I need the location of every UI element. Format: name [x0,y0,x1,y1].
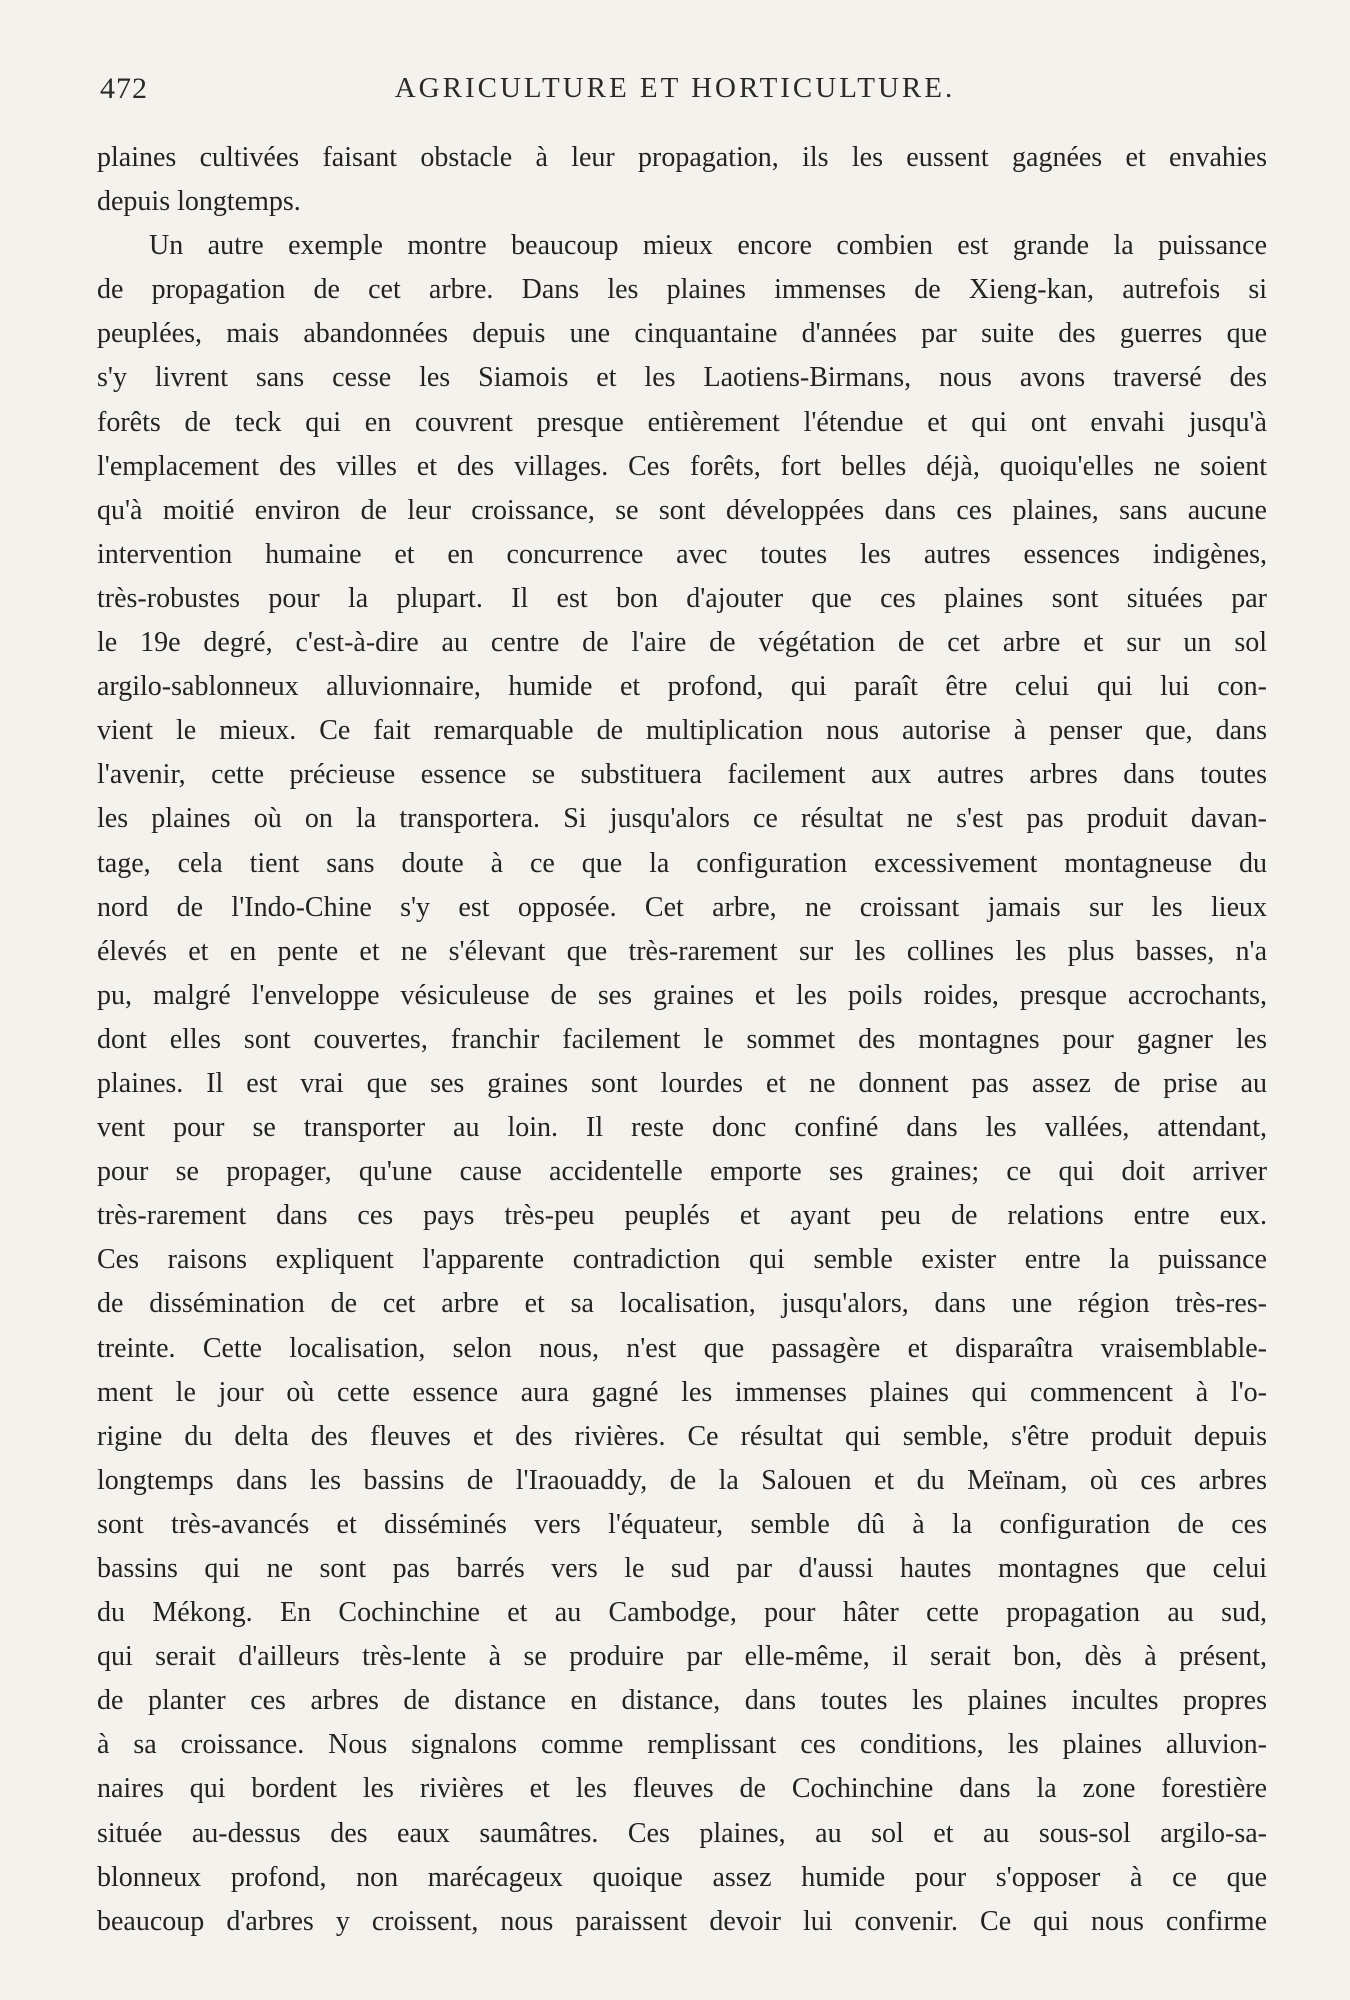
text-line: rigine du delta des fleuves et des rivières. Ce résultat qui semble, s'être produit depuis [97,1420,1267,1452]
running-title: AGRICULTURE ET HORTICULTURE. [394,72,956,104]
text-line: l'avenir, cette précieuse essence se substituera facilement aux autres arbres dans toutes [97,759,1267,791]
text-line: qui serait d'ailleurs très-lente à se produire par elle-même, il serait bon, dès à présent, [97,1641,1267,1673]
text-line: située au-dessus des eaux saumâtres. Ces plaines, au sol et au sous-sol argilo-sa- [97,1817,1267,1849]
text-line: pour se propager, qu'une cause accidentelle emporte ses graines; ce qui doit arriver [97,1156,1267,1188]
text-line: sont très-avancés et disséminés vers l'équateur, semble dû à la configuration de ces [97,1508,1267,1540]
text-line: vient le mieux. Ce fait remarquable de multiplication nous autorise à penser que, dans [97,715,1267,747]
text-line: du Mékong. En Cochinchine et au Cambodge, pour hâter cette propagation au sud, [97,1597,1267,1629]
page-header [100,72,1250,112]
text-line: treinte. Cette localisation, selon nous, n'est que passagère et disparaîtra vraisemblable- [97,1332,1267,1364]
text-line: de propagation de cet arbre. Dans les plaines immenses de Xieng-kan, autrefois si [97,274,1267,306]
text-line: intervention humaine et en concurrence avec toutes les autres essences indigènes, [97,538,1267,570]
text-line: forêts de teck qui en couvrent presque entièrement l'étendue et qui ont envahi jusqu'à [97,406,1267,438]
text-line: très-robustes pour la plupart. Il est bon d'ajouter que ces plaines sont situées par [97,582,1267,614]
text-line: plaines. Il est vrai que ses graines sont lourdes et ne donnent pas assez de prise au [97,1067,1267,1099]
text-line: argilo-sablonneux alluvionnaire, humide et profond, qui paraît être celui qui lui con- [97,671,1267,703]
text-line: très-rarement dans ces pays très-peu peuplés et ayant peu de relations entre eux. [97,1200,1267,1232]
text-line: les plaines où on la transportera. Si jusqu'alors ce résultat ne s'est pas produit davan- [97,803,1267,835]
text-line: l'emplacement des villes et des villages. Ces forêts, fort belles déjà, quoiqu'elles ne soient [97,450,1267,482]
text-line: à sa croissance. Nous signalons comme remplissant ces conditions, les plaines alluvion- [97,1729,1267,1761]
text-line: plaines cultivées faisant obstacle à leur propagation, ils les eussent gagnées et envahies [97,142,1267,173]
text-line: beaucoup d'arbres y croissent, nous paraissent devoir lui convenir. Ce qui nous confirme [97,1905,1267,1937]
paragraph-first-line: Un autre exemple montre beaucoup mieux encore combien est grande la puissance [149,230,1267,262]
text-line: Ces raisons expliquent l'apparente contradiction qui semble exister entre la puissance [97,1244,1267,1276]
page-number: 472 [100,72,148,105]
text-line: qu'à moitié environ de leur croissance, se sont développées dans ces plaines, sans aucune [97,494,1267,526]
text-line: de planter ces arbres de distance en distance, dans toutes les plaines incultes propres [97,1685,1267,1717]
text-line: longtemps dans les bassins de l'Iraouaddy, de la Salouen et du Meïnam, où ces arbres [97,1464,1267,1496]
text-line: s'y livrent sans cesse les Siamois et les Laotiens-Birmans, nous avons traversé des [97,362,1267,394]
text-line: vent pour se transporter au loin. Il reste donc confiné dans les vallées, attendant, [97,1112,1267,1144]
text-line: peuplées, mais abandonnées depuis une cinquantaine d'années par suite des guerres que [97,318,1267,350]
text-line: tage, cela tient sans doute à ce que la configuration excessivement montagneuse du [97,847,1267,879]
text-line: le 19e degré, c'est-à-dire au centre de l'aire de végétation de cet arbre et sur un sol [97,627,1267,659]
text-line: blonneux profond, non marécageux quoique assez humide pour s'opposer à ce que [97,1861,1267,1893]
text-line: ment le jour où cette essence aura gagné les immenses plaines qui commencent à l'o- [97,1376,1267,1408]
body-text [97,136,1267,1944]
text-line: bassins qui ne sont pas barrés vers le sud par d'aussi hautes montagnes que celui [97,1553,1267,1584]
text-line: nord de l'Indo-Chine s'y est opposée. Cet arbre, ne croissant jamais sur les lieux [97,891,1267,923]
text-line: naires qui bordent les rivières et les fleuves de Cochinchine dans la zone forestière [97,1773,1267,1805]
text-line: pu, malgré l'enveloppe vésiculeuse de ses graines et les poils roides, presque accrochants, [97,979,1267,1011]
text-line: depuis longtemps. [97,186,301,218]
text-line: élevés et en pente et ne s'élevant que très-rarement sur les collines les plus basses, n'a [97,935,1267,967]
text-line: de dissémination de cet arbre et sa localisation, jusqu'alors, dans une région très-res- [97,1288,1267,1320]
text-line: dont elles sont couvertes, franchir facilement le sommet des montagnes pour gagner les [97,1023,1267,1055]
